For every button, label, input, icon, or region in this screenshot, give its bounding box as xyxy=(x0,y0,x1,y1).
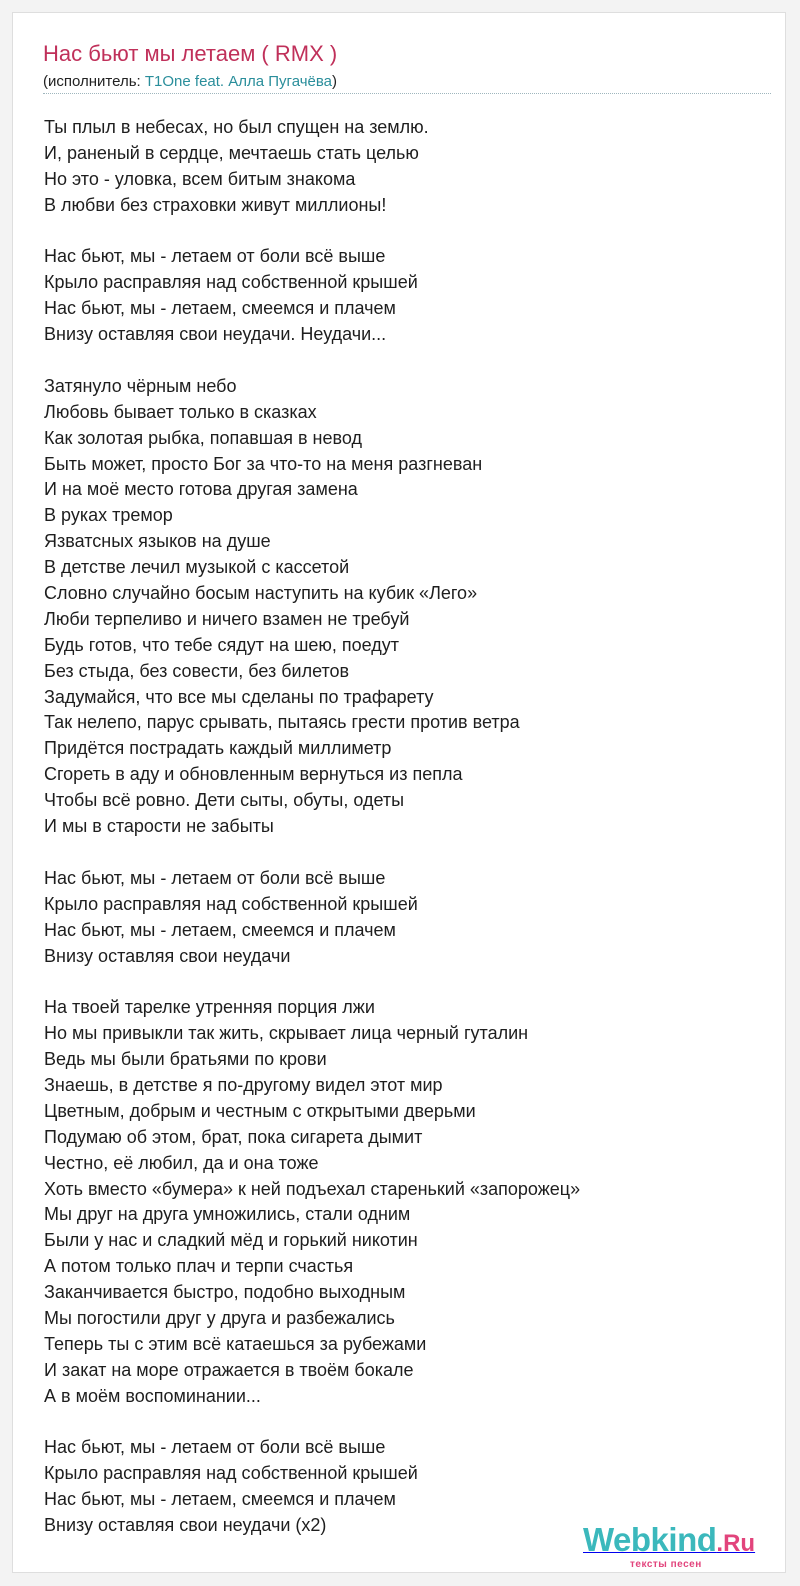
lyric-line: Были у нас и сладкий мёд и горький никотин xyxy=(44,1230,418,1251)
lyric-line: Так нелепо, парус срывать, пытаясь грести против ветра xyxy=(44,712,520,733)
lyric-line: Ты плыл в небесах, но был спущен на землю. xyxy=(44,117,429,137)
lyric-line: И на моё место готова другая замена xyxy=(44,479,358,500)
lyric-line: Придётся пострадать каждый миллиметр xyxy=(44,738,392,759)
lyric-line: В любви без страховки живут миллионы! xyxy=(44,194,387,215)
lyrics-stanza xyxy=(44,866,774,970)
logo-tagline: тексты песен xyxy=(630,1559,702,1570)
lyric-line: Внизу оставляя свои неудачи xyxy=(44,945,291,966)
webkind-logo[interactable] xyxy=(583,1521,756,1570)
lyric-line: Без стыда, без совести, без билетов xyxy=(44,660,350,681)
lyric-line: Нас бьют, мы - летаем, смеемся и плачем xyxy=(44,919,396,940)
title-divider xyxy=(43,93,771,94)
artist-link[interactable]: T1One feat. Алла Пугачёва xyxy=(144,73,333,90)
artist-prefix: (исполнитель: xyxy=(43,73,145,90)
lyric-line: В детстве лечил музыкой с кассетой xyxy=(44,557,350,578)
lyric-line: Нас бьют, мы - летаем от боли всё выше xyxy=(44,867,386,888)
lyric-line: И мы в старости не забыты xyxy=(44,816,274,837)
lyric-line: Быть может, просто Бог за что-то на меня разгневан xyxy=(44,453,483,474)
lyric-line: Честно, её любил, да и она тоже xyxy=(44,1152,319,1173)
lyric-line: Внизу оставляя свои неудачи (x2) xyxy=(44,1515,327,1536)
lyric-line: Словно случайно босым наступить на кубик «Лего» xyxy=(44,583,478,604)
lyric-line: На твоей тарелке утренняя порция лжи xyxy=(44,997,375,1018)
lyric-line: Хоть вместо «бумера» к ней подъехал старенький «запорожец» xyxy=(44,1178,581,1199)
lyric-line: Задумайся, что все мы сделаны по трафарету xyxy=(44,686,434,707)
lyric-line: Внизу оставляя свои неудачи. Неудачи... xyxy=(44,324,387,345)
lyric-line: Цветным, добрым и честным с открытыми дверьми xyxy=(44,1100,476,1121)
lyrics-stanza xyxy=(44,244,774,348)
lyric-line: А в моём воспоминании... xyxy=(44,1385,261,1406)
lyric-line: И закат на море отражается в твоём бокале xyxy=(44,1359,414,1380)
lyric-line: Мы друг на друга умножились, стали одним xyxy=(44,1204,411,1225)
lyric-line: Нас бьют, мы - летаем, смеемся и плачем xyxy=(44,298,396,319)
lyric-line: Будь готов, что тебе сядут на шею, поедут xyxy=(44,634,400,655)
lyric-line: В руках тремор xyxy=(44,505,173,526)
lyric-line: Мы погостили друг у друга и разбежались xyxy=(44,1307,395,1328)
page-container xyxy=(12,12,786,1573)
lyric-line: Сгореть в аду и обновленным вернуться из пепла xyxy=(44,764,463,785)
lyrics-stanza xyxy=(44,115,774,219)
lyric-line: Нас бьют, мы - летаем от боли всё выше xyxy=(44,246,386,267)
lyric-line: Затянуло чёрным небо xyxy=(44,375,237,396)
song-title: Нас бьют мы летаем ( RMX ) xyxy=(43,41,338,66)
lyric-line: Чтобы всё ровно. Дети сыты, обуты, одеты xyxy=(44,790,405,811)
artist-suffix: ) xyxy=(332,73,338,90)
lyric-line: Крыло расправляя над собственной крышей xyxy=(44,893,418,914)
lyric-line: Язватсных языков на душе xyxy=(44,531,271,552)
logo-tld: .Ru xyxy=(716,1530,756,1557)
lyric-line: Знаешь, в детстве я по-другому видел этот мир xyxy=(44,1074,443,1095)
lyric-line: Подумаю об этом, брат, пока сигарета дымит xyxy=(44,1126,423,1147)
lyric-line: Нас бьют, мы - летаем от боли всё выше xyxy=(44,1437,386,1458)
lyric-line: Люби терпеливо и ничего взамен не требуй xyxy=(44,608,410,629)
lyrics-body xyxy=(44,115,774,1565)
lyrics-stanza xyxy=(44,374,774,840)
lyric-line: И, раненый в сердце, мечтаешь стать целью xyxy=(44,142,419,163)
lyric-line: Но мы привыкли так жить, скрывает лица черный гуталин xyxy=(44,1023,529,1044)
lyric-line: Теперь ты с этим всё катаешься за рубежами xyxy=(44,1333,427,1354)
lyric-line: Крыло расправляя над собственной крышей xyxy=(44,1463,418,1484)
artist-line xyxy=(43,73,337,90)
lyric-line: Крыло расправляя над собственной крышей xyxy=(44,272,418,293)
lyric-line: Любовь бывает только в сказках xyxy=(44,401,317,422)
lyric-line: Как золотая рыбка, попавшая в невод xyxy=(44,427,362,448)
logo-name: Webkind xyxy=(583,1521,717,1558)
lyric-line: Нас бьют, мы - летаем, смеемся и плачем xyxy=(44,1489,396,1510)
lyric-line: А потом только плач и терпи счастья xyxy=(44,1256,354,1277)
lyric-line: Но это - уловка, всем битым знакома xyxy=(44,168,356,189)
lyric-line: Заканчивается быстро, подобно выходным xyxy=(44,1282,406,1303)
lyrics-stanza xyxy=(44,995,774,1409)
lyric-line: Ведь мы были братьями по крови xyxy=(44,1049,327,1070)
